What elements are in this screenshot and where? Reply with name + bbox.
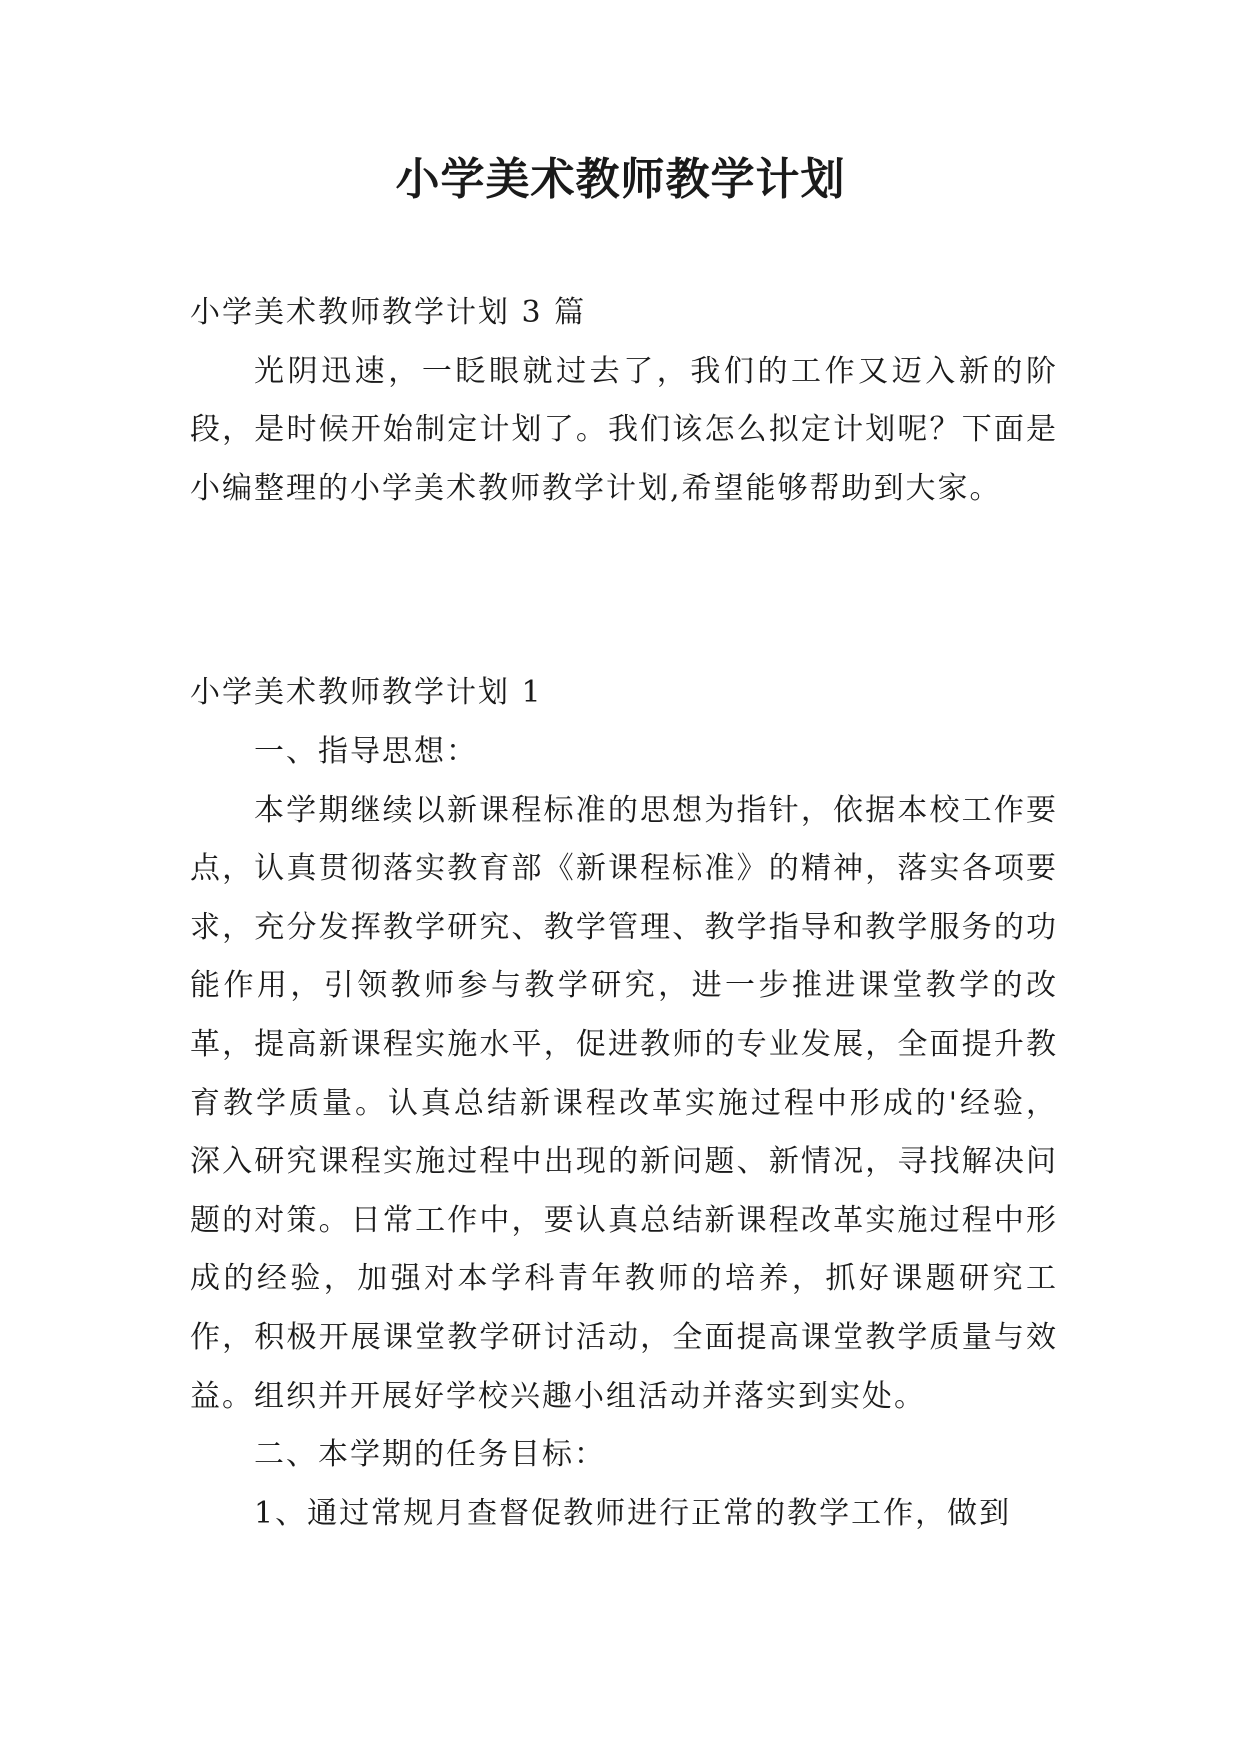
part-heading-task-goals: 二、本学期的任务目标：: [254, 1437, 606, 1473]
document-title: 小学美术教师教学计划: [395, 154, 846, 205]
section-heading: 小学美术教师教学计划 1: [190, 675, 543, 711]
intro-paragraph: 光阴迅速，一眨眼就过去了，我们的工作又迈入新的阶段，是时候开始制定计划了。我们该怎么拟定计划呢？下面是小编整理的小学美术教师教学计划,希望能够帮助到大家。: [190, 353, 1058, 506]
task-goal-item-1: 1、通过常规月查督促教师进行正常的教学工作，做到: [254, 1495, 1012, 1531]
guiding-thought-paragraph: 本学期继续以新课程标准的思想为指针，依据本校工作要点，认真贯彻落实教育部《新课程标准》的精神，落实各项要求，充分发挥教学研究、教学管理、教学指导和教学服务的功能作用，引领教师参与教学研究，进一步推进课堂教学的改革，提高新课程实施水平，促进教师的专业发展，全面提升教育教学质量。认真总结新课程改革实施过程中形成的'经验，深入研究课程实施过程中出现的新问题、新情况，寻找解决问题的对策。日常工作中，要认真总结新课程改革实施过程中形成的经验，加强对本学科青年教师的培养，抓好课题研究工作，积极开展课堂教学研讨活动，全面提高课堂教学质量与效益。组织并开展好学校兴趣小组活动并落实到实处。: [190, 792, 1058, 1414]
part-heading-guiding-thought: 一、指导思想：: [254, 733, 478, 769]
document-body: [190, 284, 1058, 1543]
document-subtitle: 小学美术教师教学计划 3 篇: [190, 295, 587, 330]
section-spacer: [190, 518, 1058, 664]
